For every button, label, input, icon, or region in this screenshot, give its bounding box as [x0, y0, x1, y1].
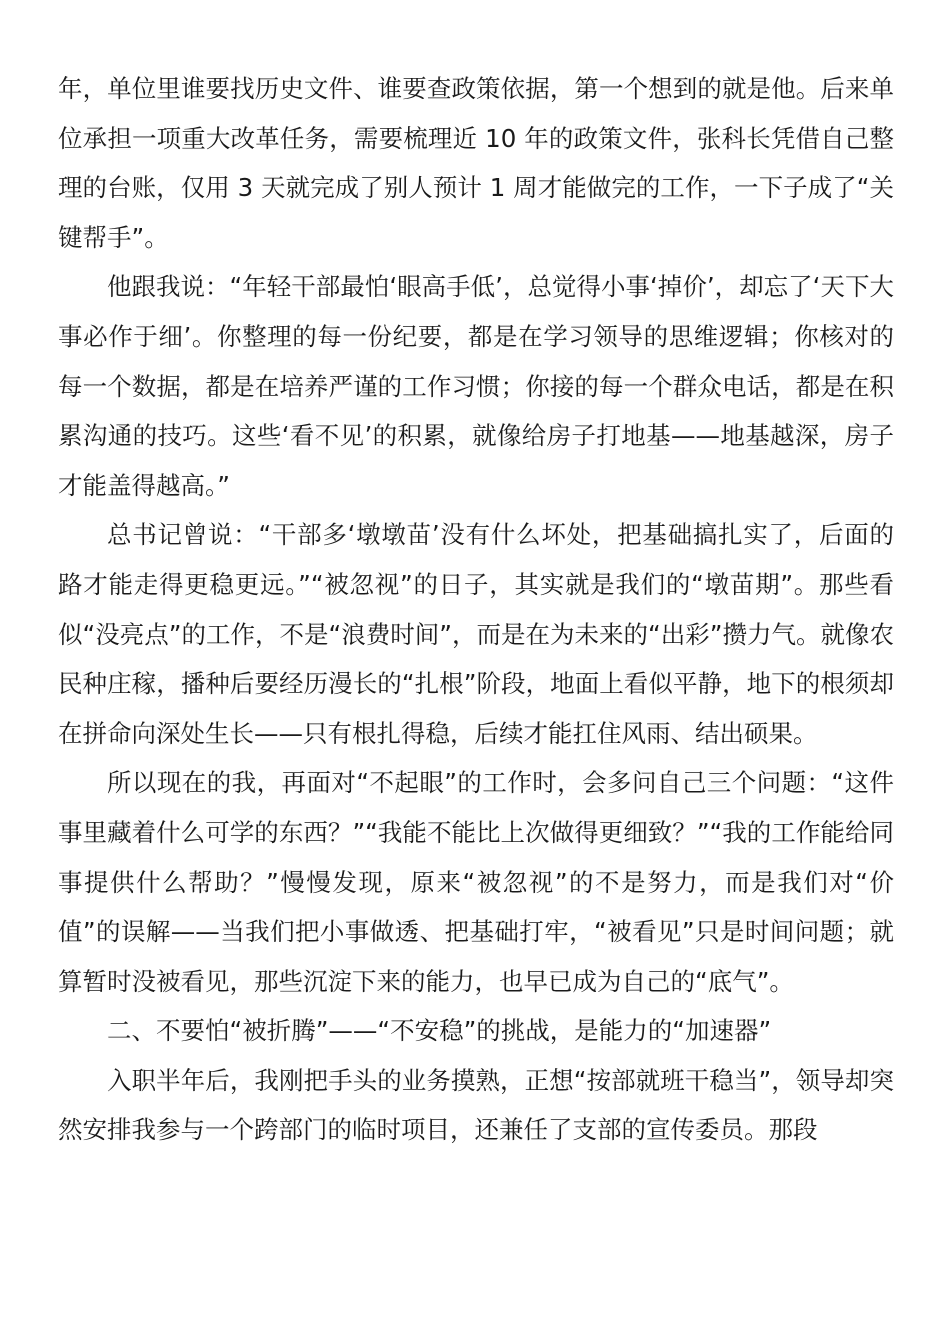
document-body	[58, 64, 894, 1155]
paragraph-dunmiao-period: 总书记曾说：“干部多‘墩墩苗’没有什么坏处，把基础搞扎实了，后面的路才能走得更稳更远。”“被忽视”的日子，其实就是我们的“墩苗期”。那些看似“没亮点”的工作，不是“浪费时间”，而是在为未来的“出彩”攒力气。就像农民种庄稼，播种后要经历漫长的“扎根”阶段，地面上看似平静，地下的根须却在拼命向深处生长——只有根扎得稳，后续才能扛住风雨、结出硕果。	[58, 520, 894, 748]
paragraph-continuation: 年，单位里谁要找历史文件、谁要查政策依据，第一个想到的就是他。后来单位承担一项重大改革任务，需要梳理近 10 年的政策文件，张科长凭借自己整理的台账，仅用 3 天就完成了别人预计 1 周才能做完的工作，一下子成了“关键帮手”。	[58, 74, 894, 252]
paragraph-section-start: 入职半年后，我刚把手头的业务摸熟，正想“按部就班干稳当”，领导却突然安排我参与一个跨部门的临时项目，还兼任了支部的宣传委员。那段	[58, 1065, 894, 1145]
paragraph-three-questions: 所以现在的我，再面对“不起眼”的工作时，会多问自己三个问题：“这件事里藏着什么可学的东西？”“我能不能比上次做得更细致？”“我的工作能给同事提供什么帮助？”慢慢发现，原来“被忽视”的不是努力，而是我们对“价值”的误解——当我们把小事做透、把基础打牢，“被看见”只是时间问题；就算暂时没被看见，那些沉淀下来的能力，也早已成为自己的“底气”。	[58, 768, 894, 996]
paragraph-quote-advice: 他跟我说：“年轻干部最怕‘眼高手低’，总觉得小事‘掉价’，却忘了‘天下大事必作于细’。你整理的每一份纪要，都是在学习领导的思维逻辑；你核对的每一个数据，都是在培养严谨的工作习惯；你接的每一个群众电话，都是在积累沟通的技巧。这些‘看不见’的积累，就像给房子打地基——地基越深，房子才能盖得越高。”	[58, 272, 894, 500]
section-heading: 二、不要怕“被折腾”——“不安稳”的挑战，是能力的“加速器”	[107, 1016, 772, 1046]
